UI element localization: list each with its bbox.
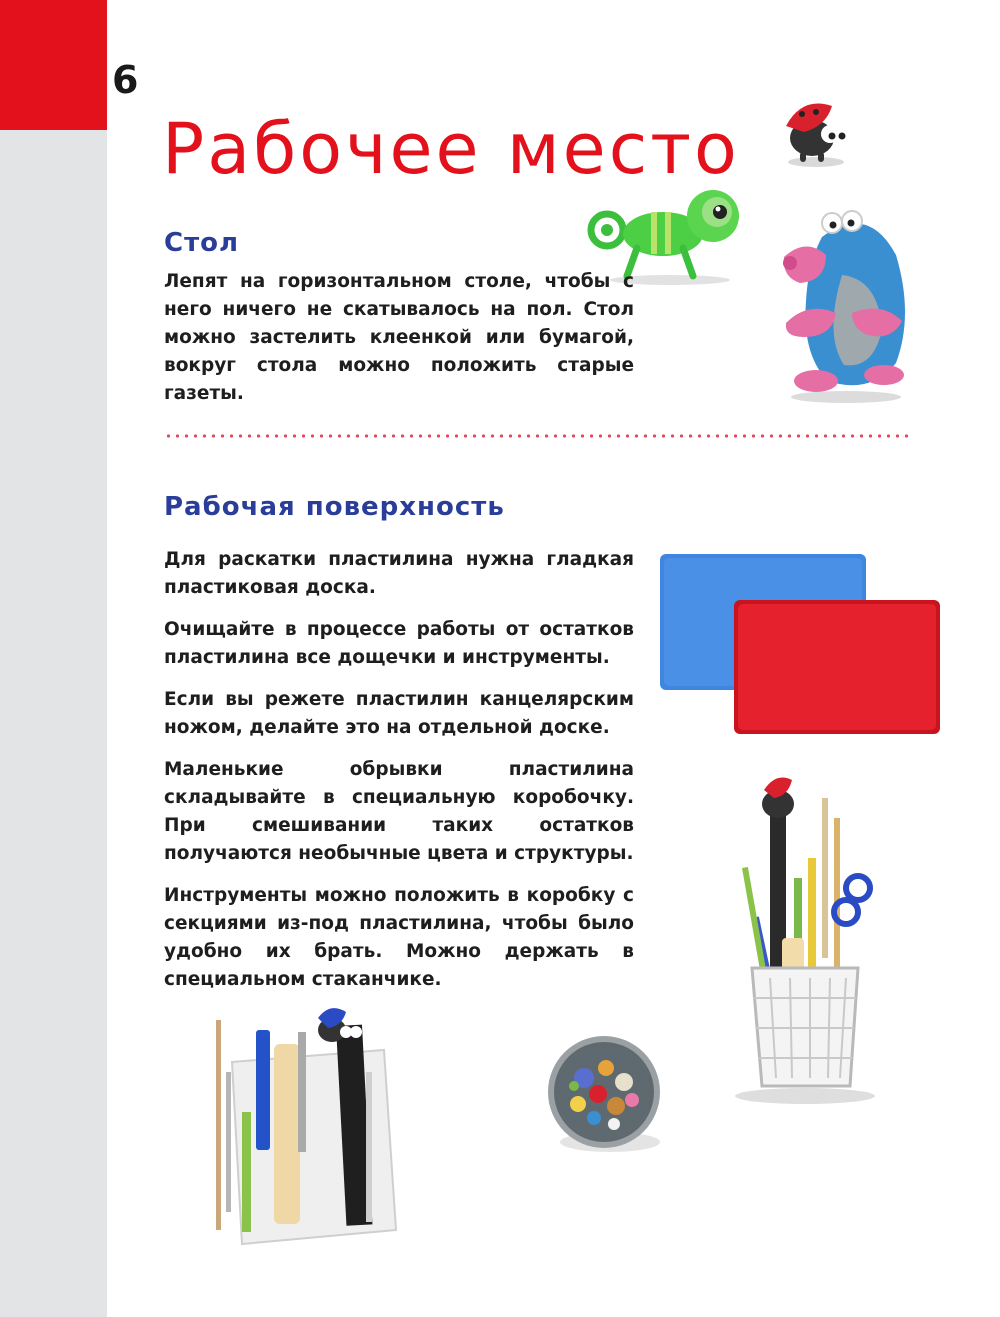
tool-tray	[208, 1002, 408, 1252]
chapter-tab	[0, 0, 107, 130]
mole-figure	[778, 205, 913, 403]
scraps-tin	[544, 1034, 669, 1159]
paragraph: Для раскатки пластилина нужна гладкая пластиковая доска.	[164, 549, 634, 598]
plastic-boards	[656, 550, 946, 740]
left-margin-strip	[0, 0, 107, 1317]
paragraph: Очищайте в процессе работы от остатков пластилина все дощечки и инструменты.	[164, 619, 634, 668]
page-number: 6	[112, 58, 139, 102]
table-text	[164, 268, 634, 408]
page-title: Рабочее место	[162, 108, 740, 190]
paragraph: Маленькие обрывки пластилина складывайте в специальную коробочку. При смешивании таких остатков получаются необычные цвета и структуры.	[164, 759, 634, 864]
dotted-divider	[164, 434, 909, 438]
paragraph: Лепят на горизонтальном столе, чтобы с него ничего не скатывалось на пол. Стол можно застелить клеенкой или бумагой, вокруг стола можно положить старые газеты.	[164, 271, 634, 404]
paragraph: Если вы режете пластилин канцелярским ножом, делайте это на отдельной доске.	[164, 689, 634, 738]
tool-cup	[730, 768, 880, 1108]
section-heading-surface: Рабочая поверхность	[164, 492, 505, 522]
section-heading-table: Стол	[164, 228, 240, 258]
ladybug-figure	[772, 92, 860, 172]
paragraph: Инструменты можно положить в коробку с секциями из-под пластилина, чтобы было удобно их брать. Можно держать в специальном стаканчике.	[164, 885, 634, 990]
surface-text	[164, 546, 634, 1008]
